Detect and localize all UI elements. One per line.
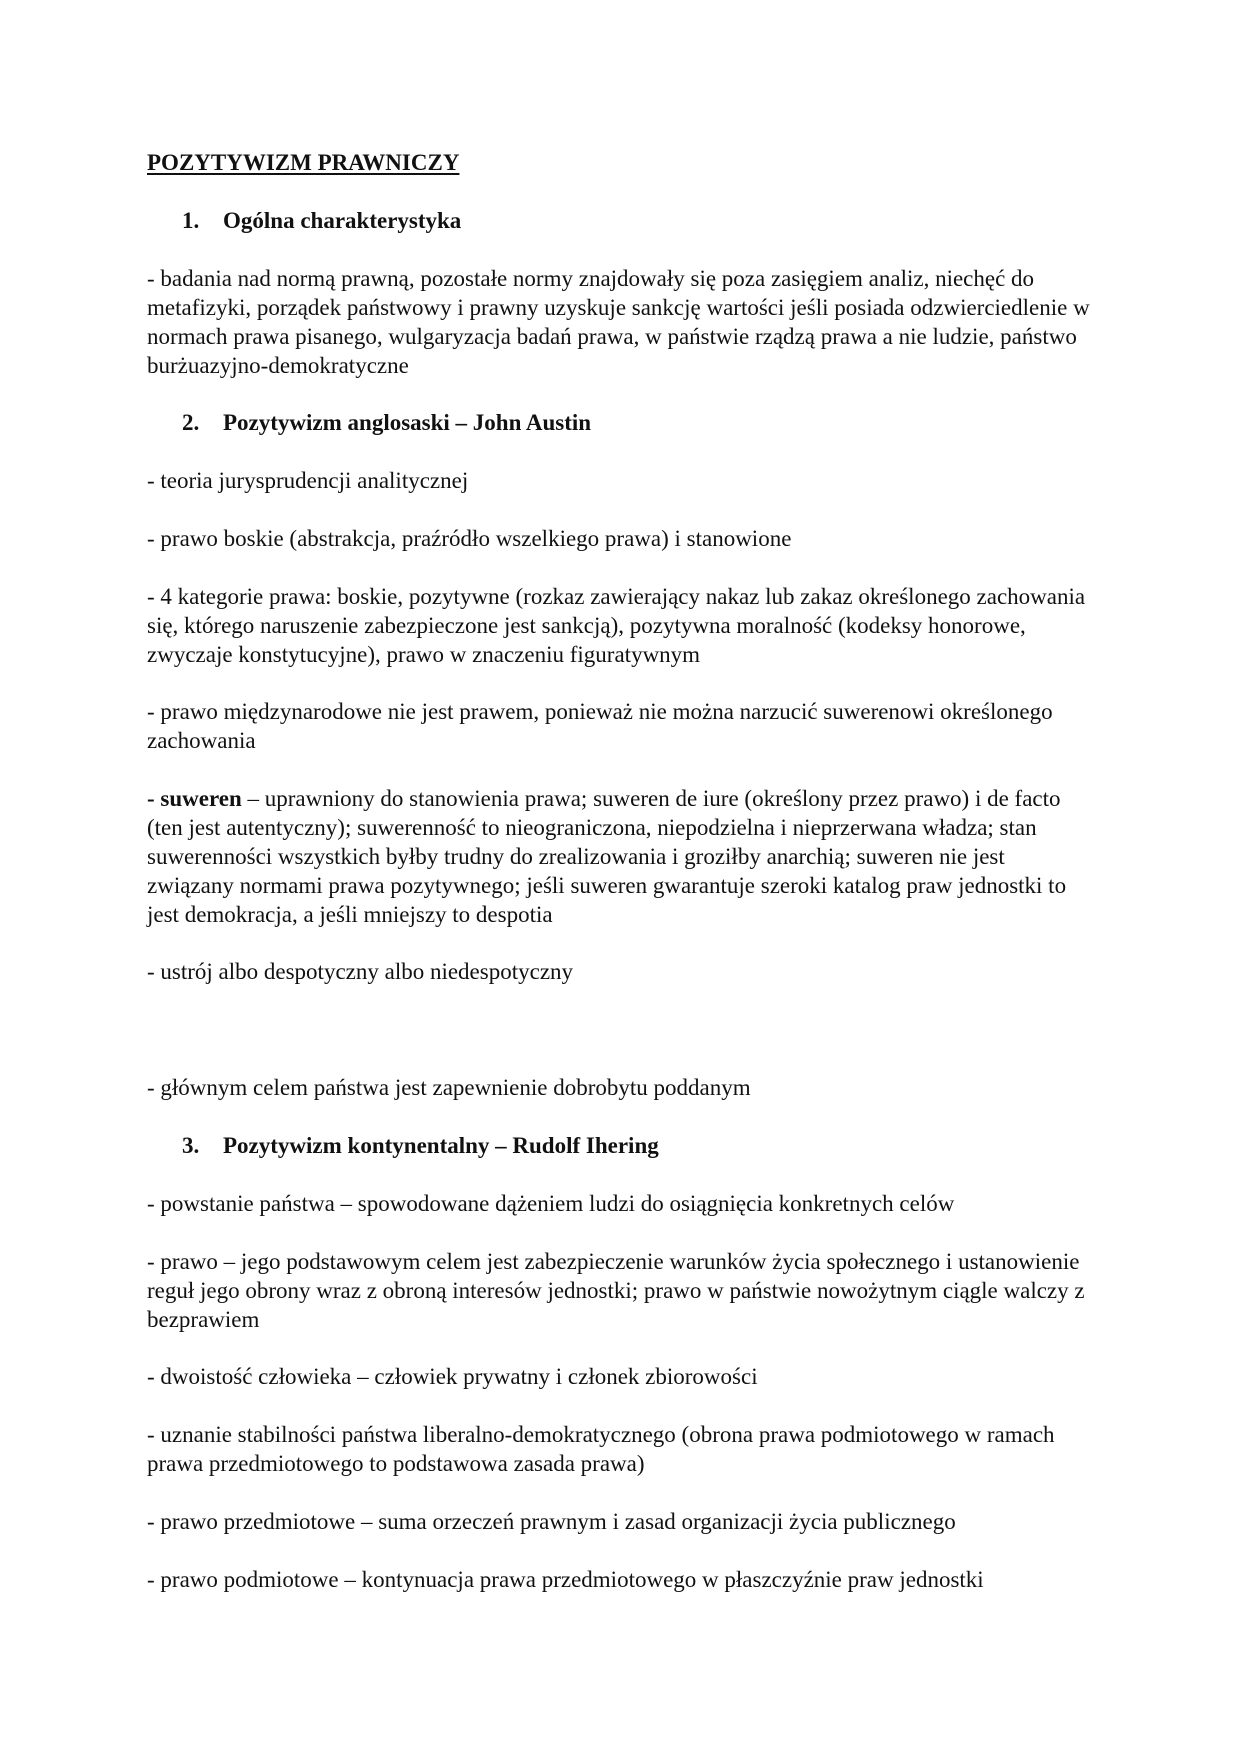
section-number: 3. [182, 1133, 200, 1158]
paragraph-suweren [147, 784, 1097, 929]
section-heading-3 [182, 1131, 659, 1160]
paragraph: - powstanie państwa – spowodowane dążeniem ludzi do osiągnięcia konkretnych celów [147, 1191, 955, 1216]
paragraph: - prawo przedmiotowe – suma orzeczeń prawnym i zasad organizacji życia publicznego [147, 1509, 956, 1534]
paragraph: - badania nad normą prawną, pozostałe normy znajdowały się poza zasięgiem analiz, niechęć do metafizyki, porządek państwowy i prawny uzyskuje sankcję wartości jeśli posiada odzwierciedlenie w normach prawa pisanego, wulgaryzacja badań prawa, w państwie rządzą prawa a nie ludzie, państwo burżuazyjno-demokratyczne [147, 266, 1090, 378]
paragraph: - prawo – jego podstawowym celem jest zabezpieczenie warunków życia społecznego i ustanowienie reguł jego obrony wraz z obroną interesów jednostki; prawo w państwie nowożytnym ciągle walczy z bezprawiem [147, 1249, 1085, 1332]
paragraph: - prawo boskie (abstrakcja, praźródło wszelkiego prawa) i stanowione [147, 526, 792, 551]
paragraph: - prawo międzynarodowe nie jest prawem, ponieważ nie można narzucić suwerenowi określonego zachowania [147, 699, 1053, 753]
section-heading-2 [182, 408, 591, 437]
paragraph: - ustrój albo despotyczny albo niedespotyczny [147, 959, 574, 984]
section-number: 1. [182, 208, 200, 233]
section-title: Ogólna charakterystyka [223, 208, 462, 233]
term-bold: - suweren [147, 786, 242, 811]
paragraph: - uznanie stabilności państwa liberalno-demokratycznego (obrona prawa podmiotowego w ramach prawa przedmiotowego to podstawowa zasada prawa) [147, 1422, 1055, 1476]
paragraph: - dwoistość człowieka – człowiek prywatny i członek zbiorowości [147, 1364, 758, 1389]
paragraph: - 4 kategorie prawa: boskie, pozytywne (rozkaz zawierający nakaz lub zakaz określonego zachowania się, którego naruszenie zabezpieczone jest sankcją), pozytywna moralność (kodeksy honorowe, zwyczaje konstytucyjne), prawo w znaczeniu figuratywnym [147, 584, 1086, 667]
page-title: POZYTYWIZM PRAWNICZY [147, 150, 460, 175]
paragraph: - teoria jurysprudencji analitycznej [147, 468, 469, 493]
section-title: Pozytywizm anglosaski – John Austin [223, 410, 592, 435]
paragraph: - prawo podmiotowe – kontynuacja prawa przedmiotowego w płaszczyźnie praw jednostki [147, 1567, 984, 1592]
section-heading-1 [182, 206, 461, 235]
section-number: 2. [182, 410, 200, 435]
section-title: Pozytywizm kontynentalny – Rudolf Ihering [223, 1133, 659, 1158]
term-definition: – uprawniony do stanowienia prawa; suweren de iure (określony przez prawo) i de facto (ten jest autentyczny); suwerenność to nieograniczona, niepodzielna i nieprzerwana władza; stan suwerenności wszystkich byłby trudny do zrealizowania i groziłby anarchią; suweren nie jest związany normami prawa pozytywnego; jeśli suweren gwarantuje szeroki katalog praw jednostki to jest demokracja, a jeśli mniejszy to despotia [147, 786, 1067, 927]
paragraph: - głównym celem państwa jest zapewnienie dobrobytu poddanym [147, 1075, 751, 1100]
